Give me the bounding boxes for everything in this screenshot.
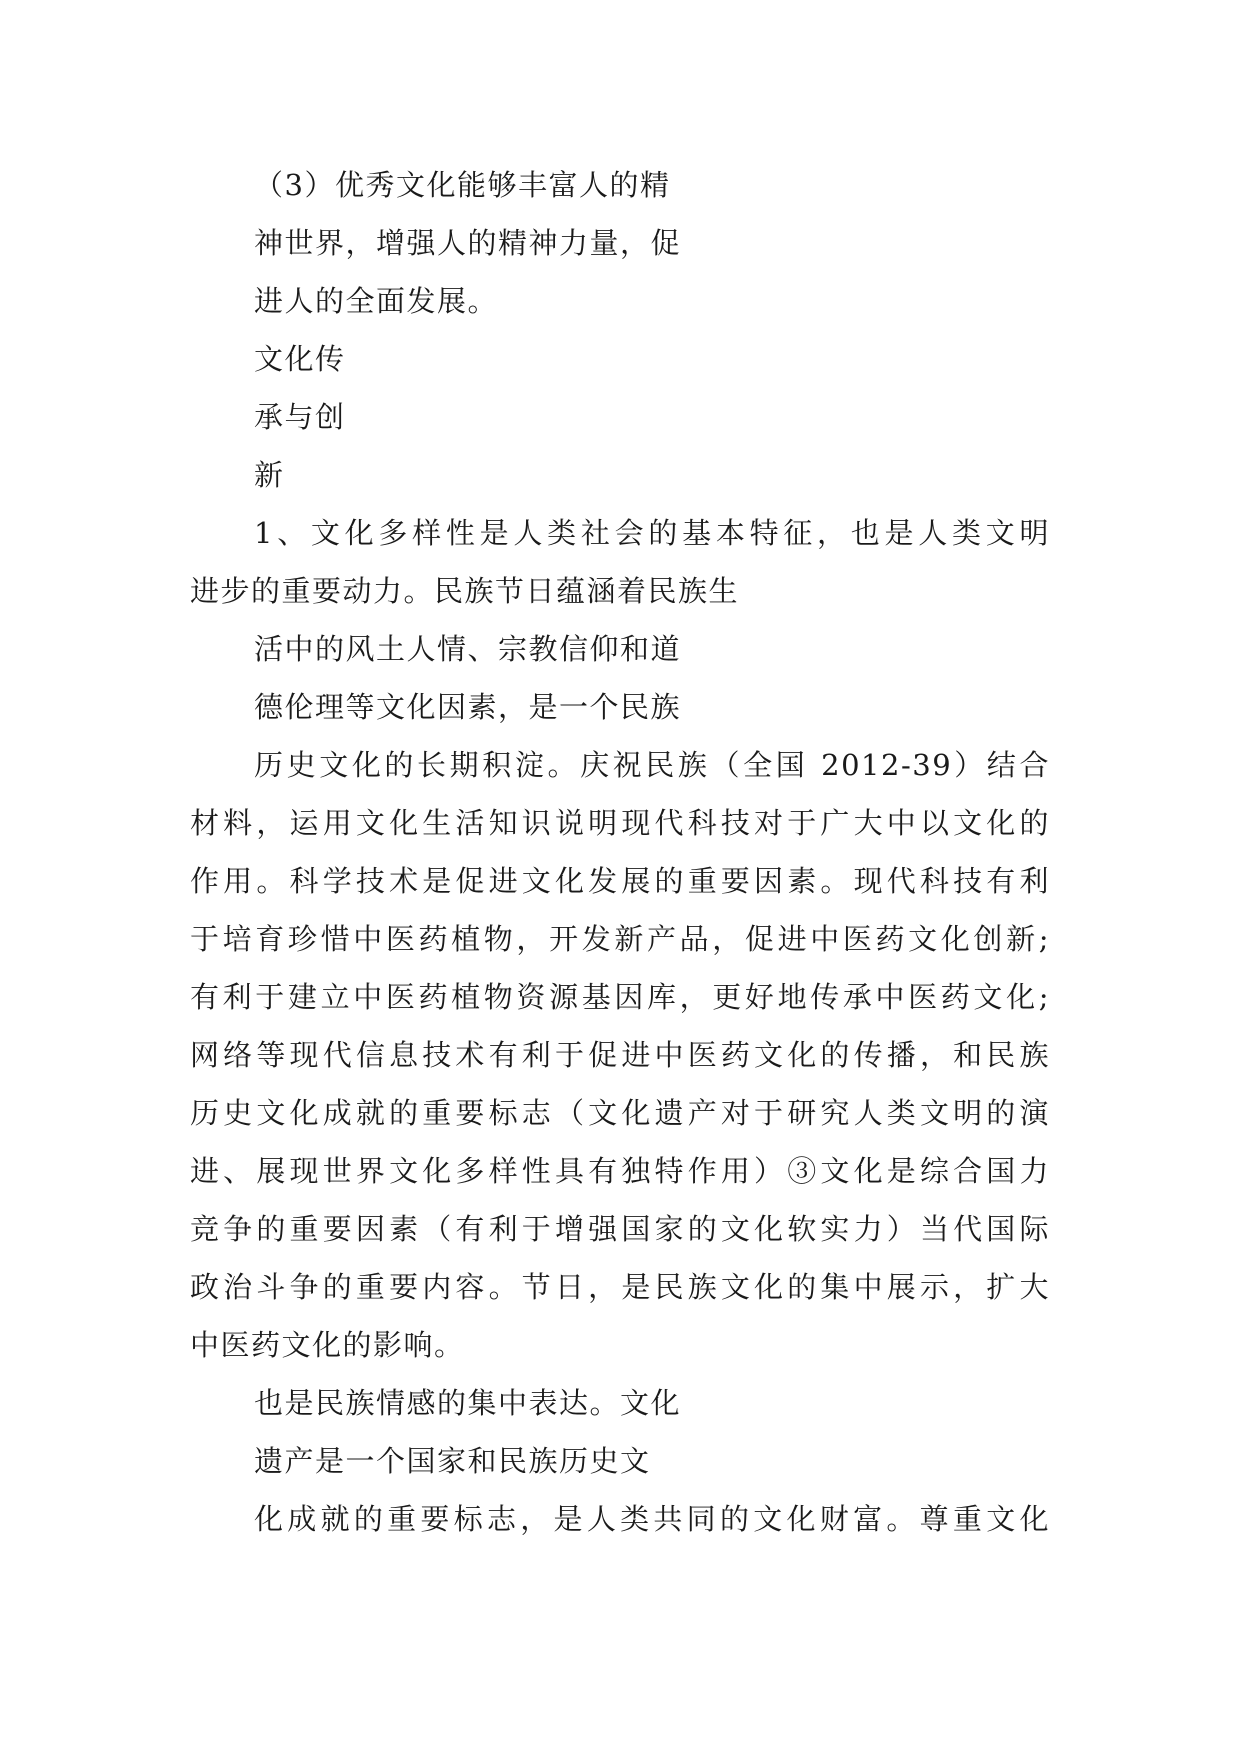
text-line: 进步的重要动力。民族节日蕴涵着民族生	[190, 574, 740, 608]
text-line: 神世界，增强人的精神力量，促	[254, 226, 682, 260]
text-line: 竞争的重要因素（有利于增强国家的文化软实力）当代国际	[190, 1212, 1050, 1246]
text-line: 网络等现代信息技术有利于促进中医药文化的传播，和民族	[190, 1038, 1050, 1072]
text-line: 历史文化成就的重要标志（文化遗产对于研究人类文明的演	[190, 1096, 1050, 1130]
text-line: 有利于建立中医药植物资源基因库，更好地传承中医药文化;	[190, 980, 1050, 1014]
text-line: 活中的风土人情、宗教信仰和道	[254, 632, 682, 666]
text-line: 材料，运用文化生活知识说明现代科技对于广大中以文化的	[190, 806, 1050, 840]
text-line: 文化传	[254, 342, 346, 376]
text-line: 作用。科学技术是促进文化发展的重要因素。现代科技有利	[190, 864, 1050, 898]
text-line: （3）优秀文化能够丰富人的精	[254, 168, 671, 202]
text-line: 政治斗争的重要内容。节日，是民族文化的集中展示，扩大	[190, 1270, 1050, 1304]
text-line: 进人的全面发展。	[254, 284, 499, 318]
text-line: 也是民族情感的集中表达。文化	[254, 1386, 682, 1420]
text-line: 历史文化的长期积淀。庆祝民族（全国 2012-39）结合	[254, 748, 1050, 782]
text-line: 中医药文化的影响。	[190, 1328, 465, 1362]
text-line: 新	[254, 458, 285, 492]
text-line: 德伦理等文化因素，是一个民族	[254, 690, 682, 724]
text-line: 化成就的重要标志，是人类共同的文化财富。尊重文化	[254, 1502, 1050, 1536]
text-line: 遗产是一个国家和民族历史文	[254, 1444, 651, 1478]
text-line: 进、展现世界文化多样性具有独特作用）③文化是综合国力	[190, 1154, 1050, 1188]
text-line: 承与创	[254, 400, 346, 434]
text-line: 1、文化多样性是人类社会的基本特征，也是人类文明	[254, 516, 1050, 550]
text-line: 于培育珍惜中医药植物，开发新产品，促进中医药文化创新;	[190, 922, 1050, 956]
